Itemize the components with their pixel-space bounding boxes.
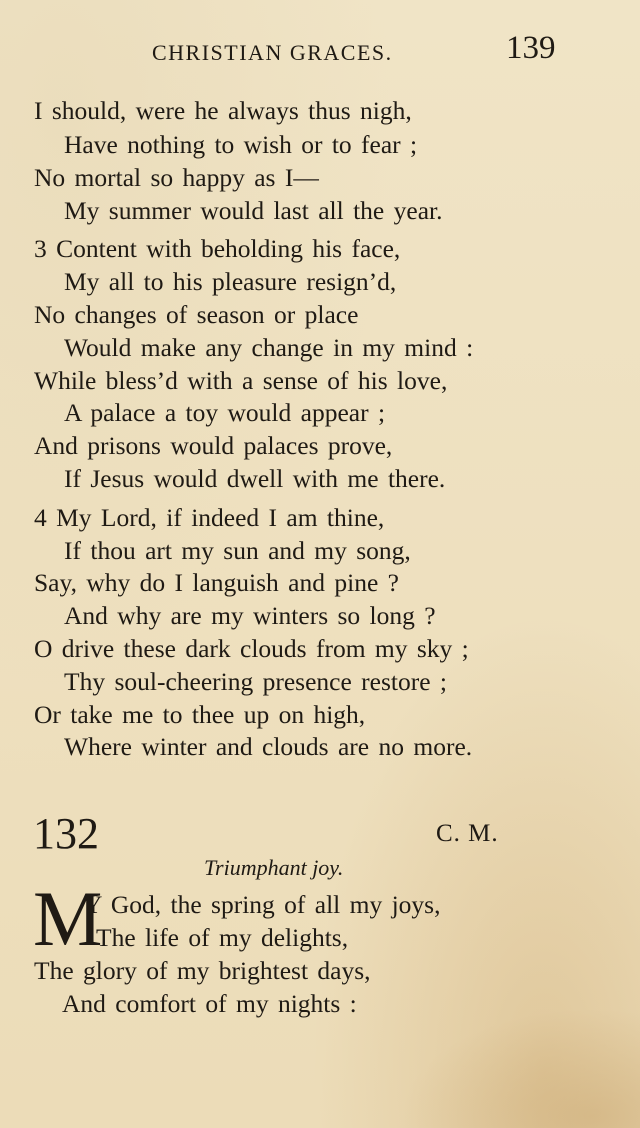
verse-line: Would make any change in my mind : [64,333,474,362]
verse-line: And prisons would palaces prove, [34,431,393,460]
verse-line: No mortal so happy as I— [34,163,319,192]
page-number: 139 [506,30,556,66]
verse-line: My summer would last all the year. [64,196,443,225]
verse-line: The glory of my brightest days, [34,956,371,985]
verse-line: If Jesus would dwell with me there. [64,464,446,493]
drop-cap: M [33,875,103,962]
verse-line: Thy soul-cheering presence restore ; [64,667,448,696]
running-head: CHRISTIAN GRACES. [152,40,393,65]
verse-line: 3 Content with beholding his face, [34,234,401,263]
verse-line: O drive these dark clouds from my sky ; [34,634,469,663]
verse-line: Have nothing to wish or to fear ; [64,130,418,159]
verse-line: Where winter and clouds are no more. [64,732,473,761]
hymn-number: 132 [33,809,99,858]
verse-line: The life of my delights, [96,923,349,952]
verse-line: I should, were he always thus nigh, [34,96,412,125]
verse-line: Say, why do I languish and pine ? [34,568,399,597]
verse-line: If thou art my sun and my song, [64,536,411,565]
page-header [0,30,640,74]
verse-line: 4 My Lord, if indeed I am thine, [34,503,385,532]
hymn-meter: C. M. [436,820,499,847]
verse-line: My all to his pleasure resign’d, [64,267,397,296]
verse-line: While bless’d with a sense of his love, [34,366,448,395]
verse-line: A palace a toy would appear ; [64,398,386,427]
hymn-subtitle: Triumphant joy. [204,855,344,880]
paper-stain [400,1008,640,1128]
verse-line: No changes of season or place [34,300,359,329]
verse-line: And why are my winters so long ? [64,601,436,630]
verse-line: Or take me to thee up on high, [34,700,366,729]
verse-line: Y God, the spring of all my joys, [84,890,441,919]
verse-line: And comfort of my nights : [62,989,357,1018]
